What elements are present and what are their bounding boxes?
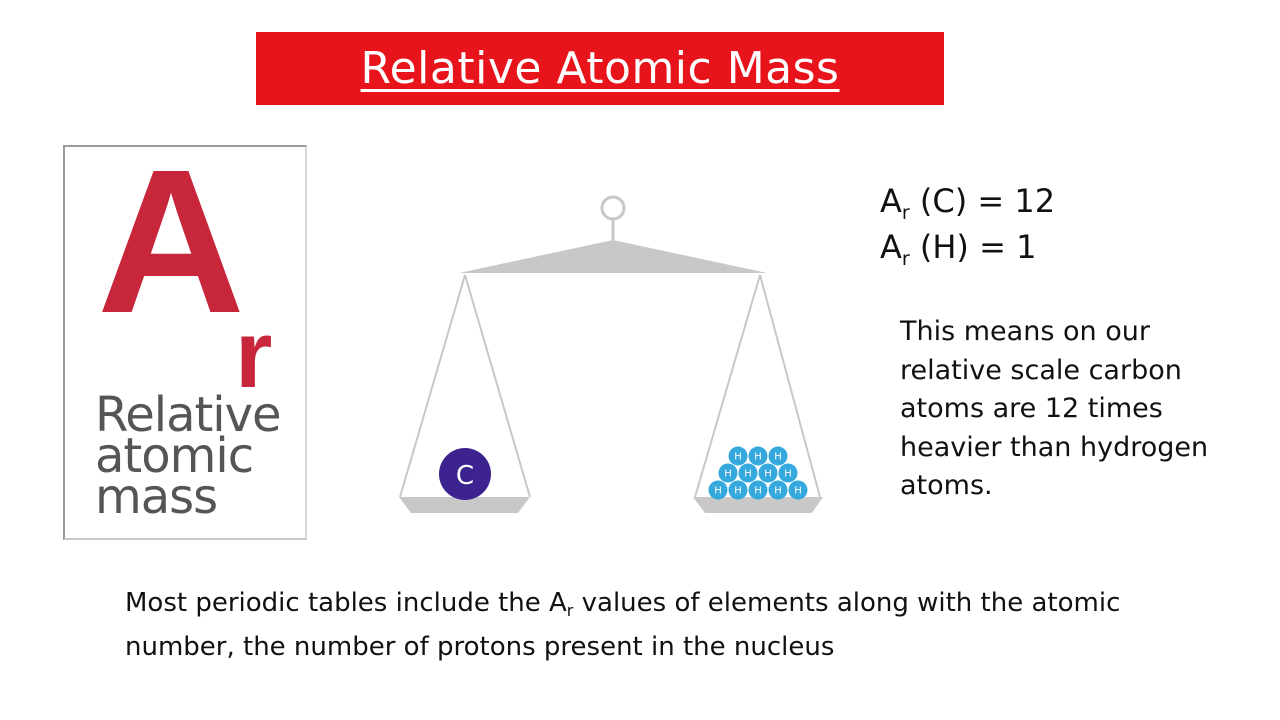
- footer-text-before: Most periodic tables include the A: [125, 588, 567, 618]
- hydrogen-atom-label: H: [734, 485, 742, 497]
- ar-symbol-card: [63, 127, 307, 540]
- hydrogen-atom-label: H: [784, 468, 792, 480]
- formula-subscript: r: [901, 202, 910, 224]
- footer-note: [125, 585, 1225, 666]
- formula-symbol: A: [880, 228, 902, 266]
- hydrogen-atom-label: H: [734, 451, 742, 463]
- scale-beam: [459, 240, 767, 273]
- formula-value: (H) = 1: [909, 228, 1037, 266]
- formula-value: (C) = 12: [909, 182, 1056, 220]
- balance-scale-diagram: [385, 185, 835, 530]
- hydrogen-atom-label: H: [754, 485, 762, 497]
- hydrogen-atom-label: H: [794, 485, 802, 497]
- carbon-atom: [439, 448, 491, 500]
- hydrogen-atom-pile: [709, 447, 808, 500]
- footer-text-after: values of elements along with the atomic number, the number of protons present in the nucleus: [125, 588, 1121, 662]
- ar-symbol-letter: A: [97, 127, 246, 356]
- ar-card-word: mass: [95, 469, 218, 525]
- explanation-text: This means on our relative scale carbon atoms are 12 times heavier than hydrogen atoms.: [900, 316, 1209, 501]
- scale-hook-ring: [602, 197, 624, 219]
- ar-card-word: atomic: [95, 428, 254, 484]
- hydrogen-atom-label: H: [744, 468, 752, 480]
- hydrogen-atom-label: H: [714, 485, 722, 497]
- title-banner: [256, 32, 944, 105]
- hydrogen-atom-label: H: [724, 468, 732, 480]
- ar-card-word: Relative: [95, 387, 281, 443]
- hydrogen-atom-label: H: [764, 468, 772, 480]
- ar-symbol-subscript: r: [235, 301, 273, 408]
- hydrogen-atom-label: H: [754, 451, 762, 463]
- formula-carbon: [880, 182, 1055, 224]
- carbon-atom-label: C: [455, 461, 475, 491]
- slide-title: Relative Atomic Mass: [360, 43, 840, 94]
- formula-hydrogen: [880, 228, 1036, 270]
- formula-symbol: A: [880, 182, 902, 220]
- hydrogen-atom-label: H: [774, 451, 782, 463]
- ar-card-caption: [95, 387, 281, 525]
- footer-subscript: r: [566, 601, 574, 620]
- formula-subscript: r: [901, 248, 910, 270]
- hydrogen-atom-label: H: [774, 485, 782, 497]
